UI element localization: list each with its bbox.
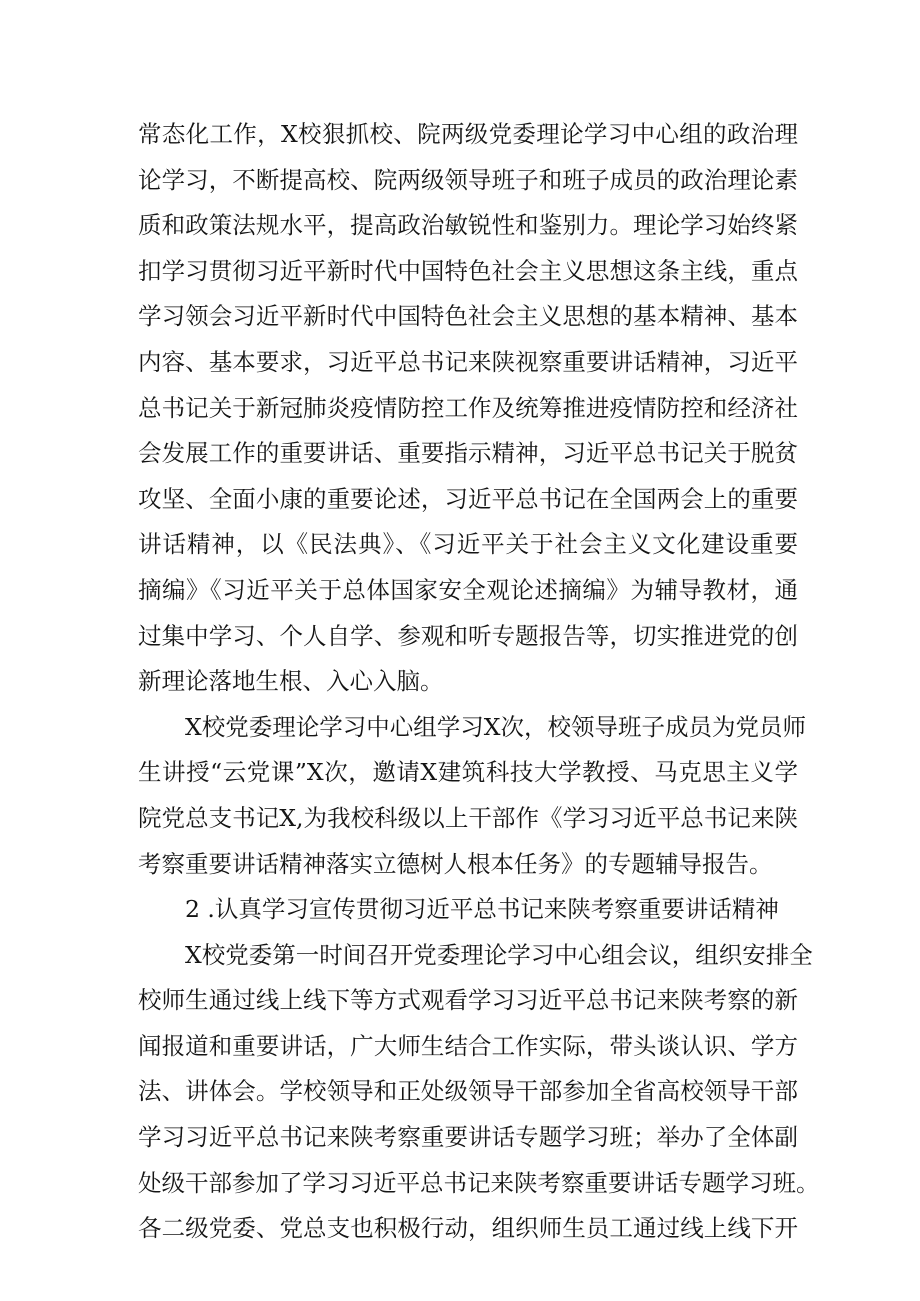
text-line: 质和政策法规水平，提高政治敏锐性和鉴别力。理论学习始终紧 bbox=[138, 211, 798, 240]
text-line: 攻坚、全面小康的重要论述，习近平总书记在全国两会上的重要 bbox=[138, 484, 798, 513]
text-line: 法、讲体会。学校领导和正处级领导干部参加全省高校领导干部 bbox=[138, 1077, 798, 1106]
text-line: 院党总支书记X,为我校科级以上干部作《学习习近平总书记来陕 bbox=[138, 803, 798, 832]
text-line: 论学习，不断提高校、院两级领导班子和班子成员的政治理论素 bbox=[138, 165, 798, 194]
text-line: 新理论落地生根、入心入脑。 bbox=[138, 667, 444, 696]
paragraph bbox=[138, 705, 806, 887]
text-line: 讲话精神，以《民法典》、《习近平关于社会主义文化建设重要 bbox=[138, 530, 798, 559]
text-line: 会发展工作的重要讲话、重要指示精神，习近平总书记关于脱贫 bbox=[138, 439, 798, 468]
paragraph bbox=[138, 887, 798, 933]
paragraph bbox=[138, 933, 820, 1252]
text-line: 学习领会习近平新时代中国特色社会主义思想的基本精神、基本 bbox=[138, 302, 798, 331]
text-line: 生讲授“云党课”X次，邀请X建筑科技大学教授、马克思主义学 bbox=[138, 758, 798, 787]
document-body bbox=[138, 112, 820, 1252]
text-line: 各二级党委、党总支也积极行动，组织师生员工通过线上线下开 bbox=[138, 1214, 798, 1243]
text-line: 内容、基本要求，习近平总书记来陕视察重要讲话精神，习近平 bbox=[138, 347, 798, 376]
text-line: 常态化工作，X校狠抓校、院两级党委理论学习中心组的政治理 bbox=[138, 120, 798, 148]
text-line: 过集中学习、个人自学、参观和听专题报告等，切实推进党的创 bbox=[138, 621, 798, 650]
text-line: 闻报道和重要讲话，广大师生结合工作实际，带头谈认识、学方 bbox=[138, 1031, 798, 1060]
text-line: 摘编》《习近平关于总体国家安全观论述摘编》为辅导教材，通 bbox=[138, 575, 798, 604]
text-line: X校党委理论学习中心组学习X次，校领导班子成员为党员师 bbox=[185, 712, 806, 741]
text-line: 总书记关于新冠肺炎疫情防控工作及统筹推进疫情防控和经济社 bbox=[138, 393, 798, 422]
paragraph bbox=[138, 112, 798, 705]
text-line: X校党委第一时间召开党委理论学习中心组会议，组织安排全 bbox=[185, 940, 813, 969]
text-line: 2 .认真学习宣传贯彻习近平总书记来陕考察重要讲话精神 bbox=[185, 895, 779, 924]
text-line: 处级干部参加了学习习近平总书记来陕考察重要讲话专题学习班。 bbox=[138, 1168, 820, 1197]
text-line: 校师生通过线上线下等方式观看学习习近平总书记来陕考察的新 bbox=[138, 986, 798, 1015]
text-line: 考察重要讲话精神落实立德树人根本任务》的专题辅导报告。 bbox=[138, 849, 773, 878]
text-line: 扣学习贯彻习近平新时代中国特色社会主义思想这条主线，重点 bbox=[138, 256, 798, 285]
text-line: 学习习近平总书记来陕考察重要讲话专题学习班；举办了全体副 bbox=[138, 1123, 798, 1152]
